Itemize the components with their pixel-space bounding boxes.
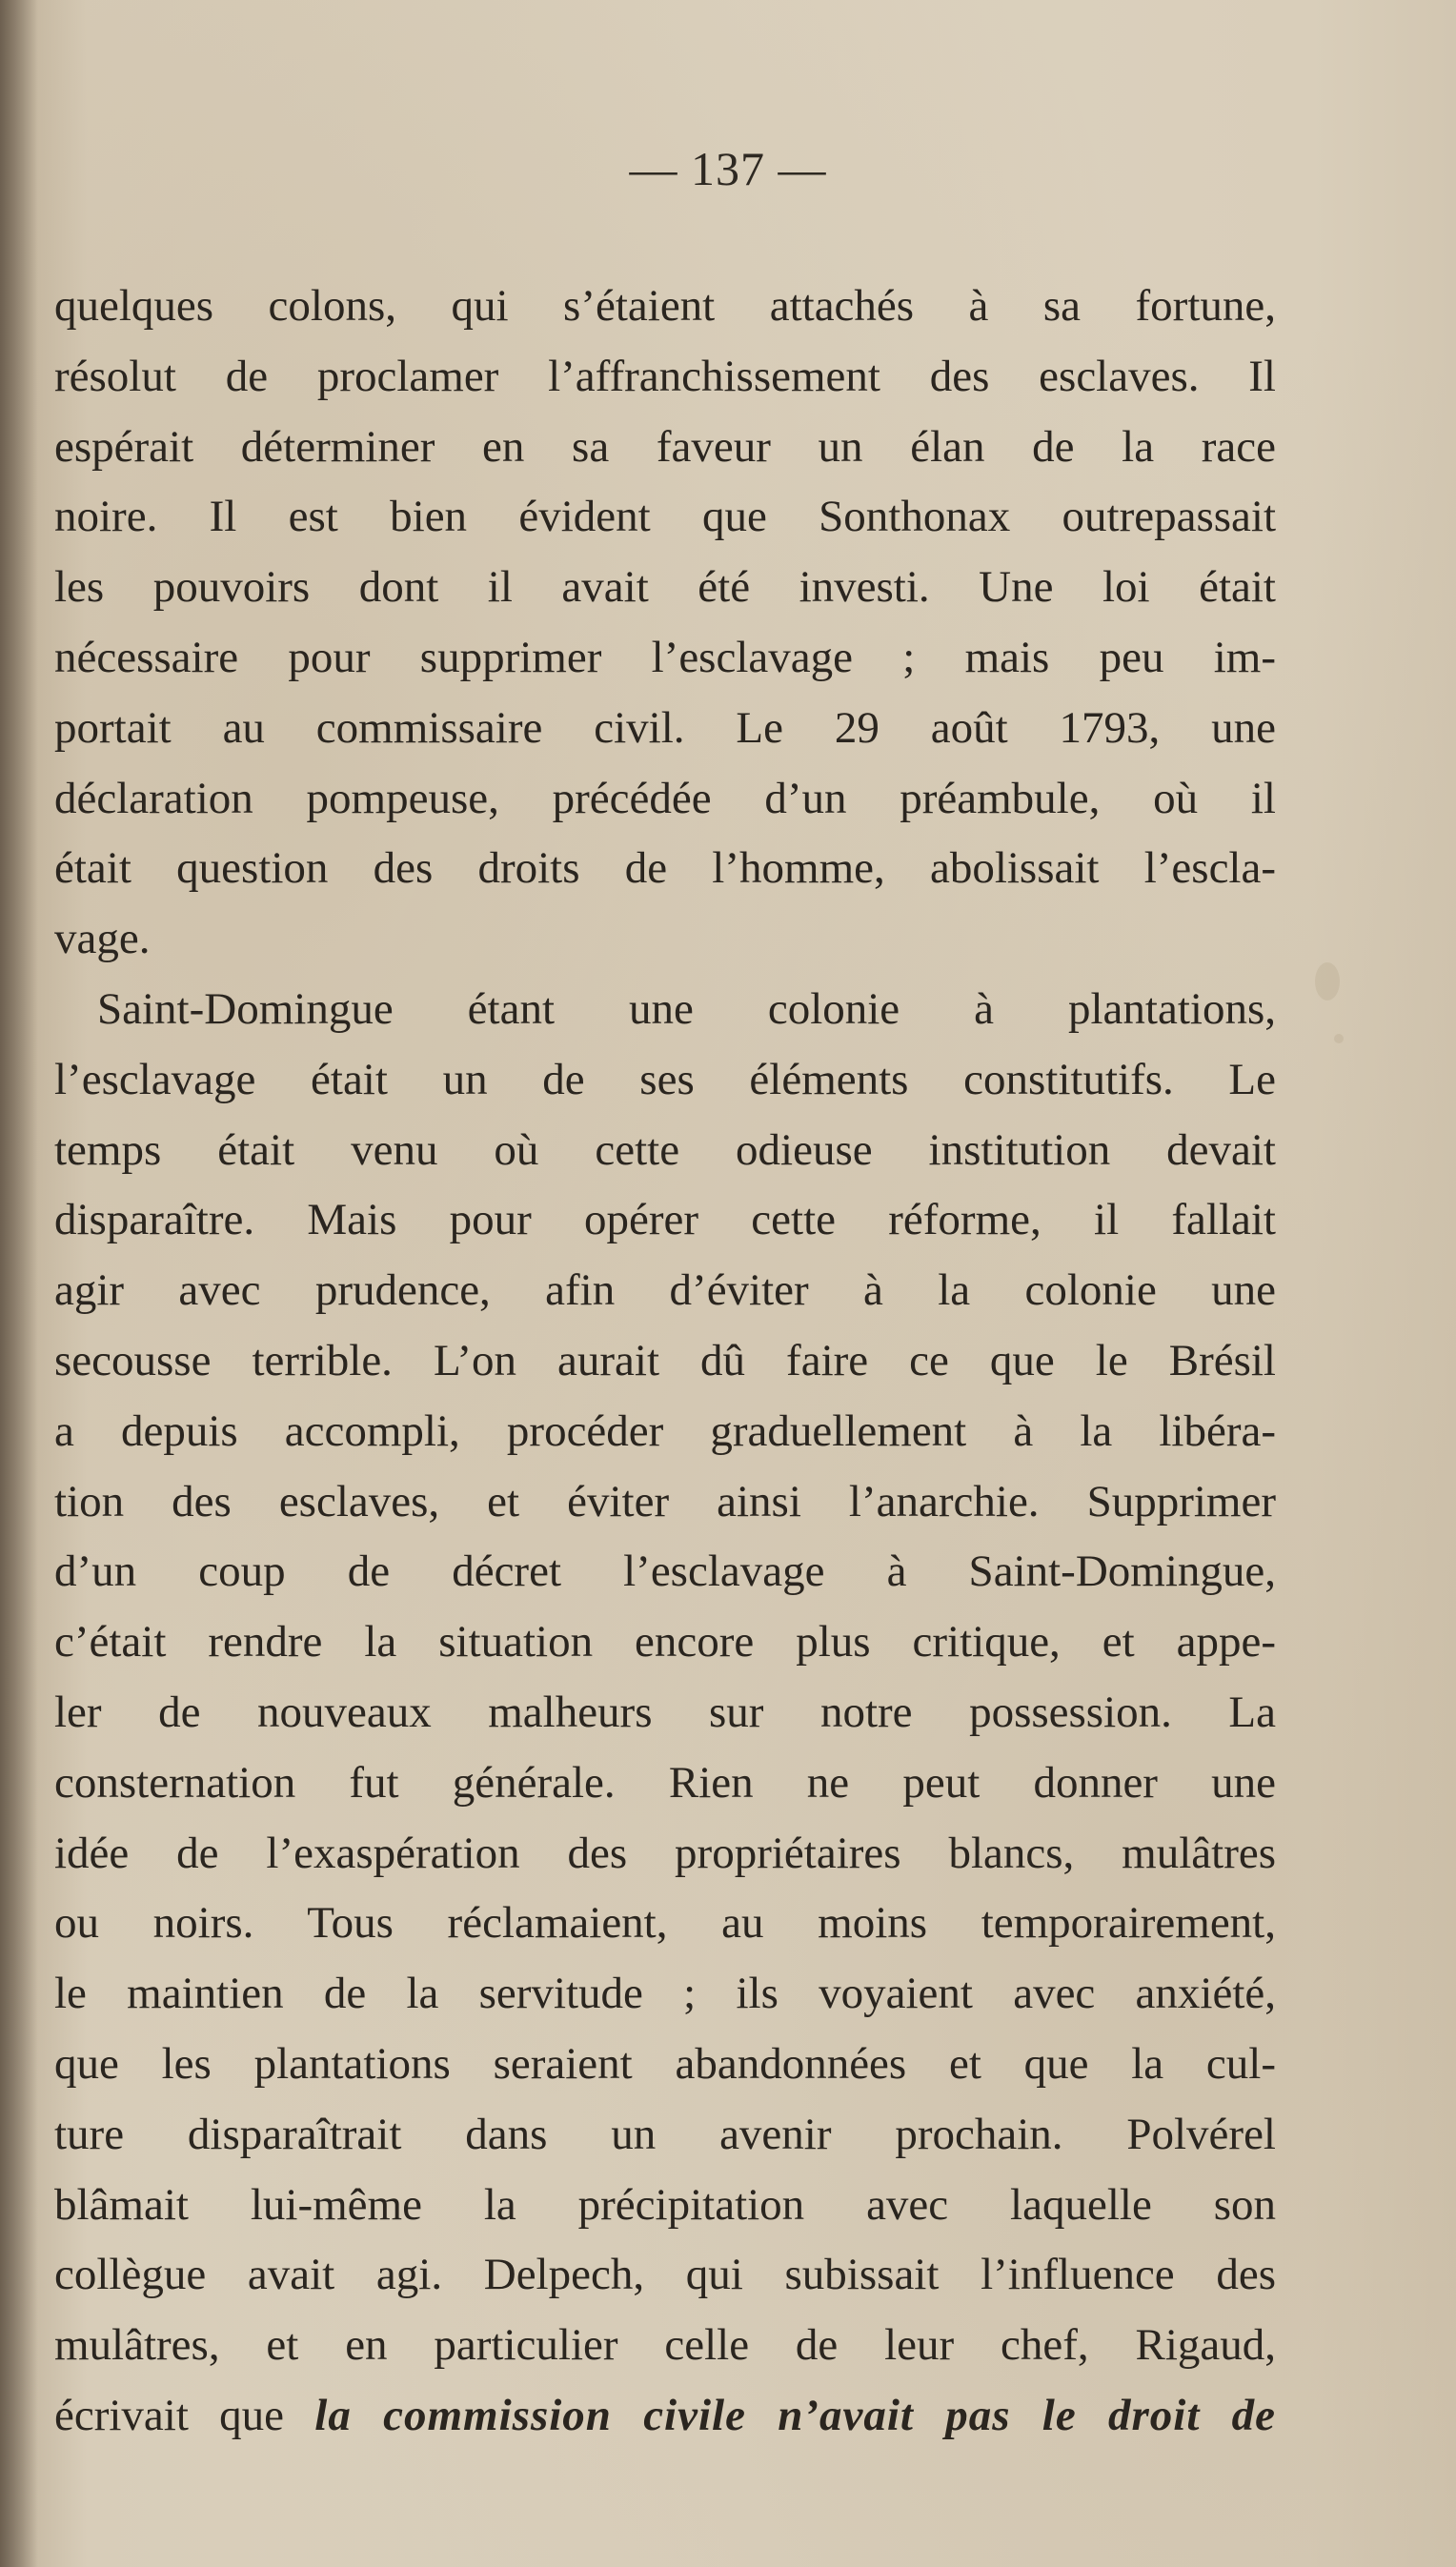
text-line: ou noirs. Tous réclamaient, au moins temporairement, xyxy=(54,1898,1276,1949)
text-line: blâmait lui-même la précipitation avec laquelle son xyxy=(54,2179,1276,2230)
text-line: ler de nouveaux malheurs sur notre possession. La xyxy=(54,1687,1276,1737)
text-line: ture disparaîtrait dans un avenir prochain. Polvérel xyxy=(54,2109,1276,2159)
page-number: — 137 — xyxy=(629,142,827,195)
text-line: d’un coup de décret l’esclavage à Saint-Domingue, xyxy=(54,1546,1276,1597)
text-line: espérait déterminer en sa faveur un élan de la race xyxy=(54,421,1276,472)
text-line: disparaître. Mais pour opérer cette réforme, il fallait xyxy=(54,1195,1276,1245)
text-line: a depuis accompli, procéder graduellement à la libéra- xyxy=(54,1405,1276,1456)
text-line: collègue avait agi. Delpech, qui subissait l’influence des xyxy=(54,2250,1276,2300)
text-line: que les plantations seraient abandonnées et que la cul- xyxy=(54,2038,1276,2089)
text-line: vage. xyxy=(54,914,151,964)
text-line: temps était venu où cette odieuse institution devait xyxy=(54,1124,1276,1175)
spine-shadow xyxy=(0,0,38,2567)
text-line: consternation fut générale. Rien ne peut donner une xyxy=(54,1757,1276,1808)
paper-stain xyxy=(1334,1034,1344,1043)
text-line: mulâtres, et en particulier celle de leur chef, Rigaud, xyxy=(54,2320,1276,2371)
text-line-prefix: écrivait que xyxy=(54,2390,315,2440)
text-line: Saint-Domingue étant une colonie à plantations, xyxy=(97,983,1276,1034)
body-text xyxy=(54,272,1276,2452)
text-line-final xyxy=(54,2381,1276,2452)
text-line: secousse terrible. L’on aurait dû faire ce que le Brésil xyxy=(54,1335,1276,1385)
text-line: idée de l’exaspération des propriétaires blancs, mulâtres xyxy=(54,1828,1276,1878)
text-line: résolut de proclamer l’affranchissement des esclaves. Il xyxy=(54,351,1276,401)
text-line: quelques colons, qui s’étaient attachés à sa fortune, xyxy=(54,281,1276,331)
text-line: était question des droits de l’homme, abolissait l’escla- xyxy=(54,843,1276,894)
text-line: les pouvoirs dont il avait été investi. Une loi était xyxy=(54,562,1276,613)
text-line: le maintien de la servitude ; ils voyaient avec anxiété, xyxy=(54,1969,1276,2019)
italic-quote: la commission civile n’avait pas le droit de xyxy=(314,2390,1276,2440)
paper-stain xyxy=(1315,962,1340,1001)
text-line: déclaration pompeuse, précédée d’un préambule, où il xyxy=(54,773,1276,823)
text-line: portait au commissaire civil. Le 29 août 1793, une xyxy=(54,702,1276,753)
text-line: tion des esclaves, et éviter ainsi l’anarchie. Supprimer xyxy=(54,1476,1276,1526)
text-line: l’esclavage était un de ses éléments constitutifs. Le xyxy=(54,1054,1276,1104)
text-line: nécessaire pour supprimer l’esclavage ; mais peu im- xyxy=(54,632,1276,682)
text-line: c’était rendre la situation encore plus critique, et appe- xyxy=(54,1617,1276,1668)
text-line: agir avec prudence, afin d’éviter à la colonie une xyxy=(54,1265,1276,1316)
text-line: noire. Il est bien évident que Sonthonax outrepassait xyxy=(54,492,1276,542)
